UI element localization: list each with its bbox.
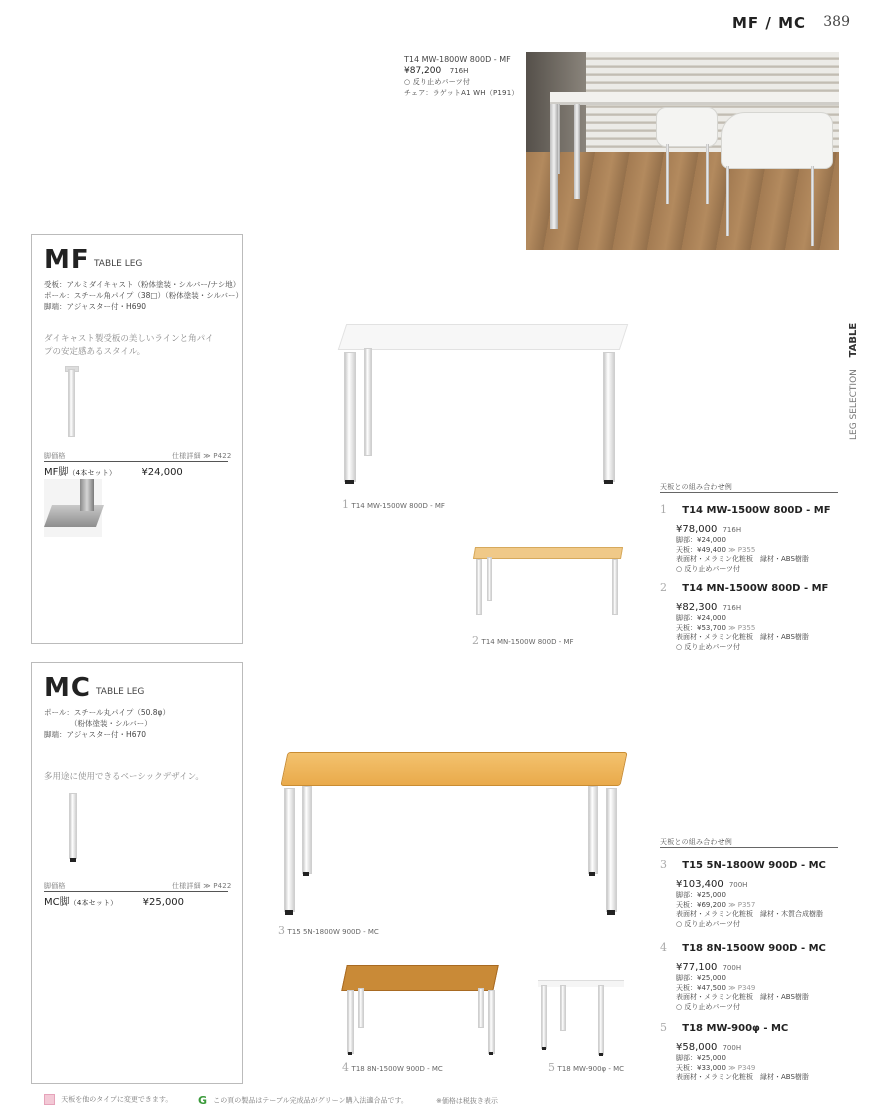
footer-note-1: 天板を他のタイプに変更できます。 <box>44 1094 172 1105</box>
caption-1: 1 T14 MW-1500W 800D - MF <box>342 498 445 511</box>
side-tab-section: TABLE <box>848 322 859 358</box>
product-item-3: 3 T15 5N-1800W 900D - MC ¥103,400 700H 脚部：¥25,000 天板：¥69,200 ≫ P357 表面材・メラミン化粧板 縁材・木質合成樹脂 ○ 反り止めパーツ付 <box>660 858 826 928</box>
mc-detail-ref[interactable]: 仕様詳細 ≫ P422 <box>172 882 232 890</box>
product-item-1: 1 T14 MW-1500W 800D - MF ¥78,000 716H 脚部：¥24,000 天板：¥49,400 ≫ P355 表面材・メラミン化粧板 縁材・ABS樹脂 ○ 反り止めパーツ付 <box>660 503 831 573</box>
mc-price-label: 脚価格 <box>44 882 66 890</box>
mf-leg-item: MF脚（4本セット） ¥24,000 <box>44 467 183 478</box>
mc-subtitle: TABLE LEG <box>96 687 145 697</box>
mf-price-label: 脚価格 <box>44 452 66 460</box>
page-title: MF / MC <box>731 14 806 32</box>
side-tab[interactable] <box>846 300 864 440</box>
mc-panel <box>31 662 243 1084</box>
combo-heading-mf: 天板との組み合わせ例 <box>660 483 732 491</box>
green-mark-icon: G <box>198 1094 208 1107</box>
caption-4: 4 T18 8N-1500W 900D - MC <box>342 1061 443 1074</box>
footer-note-2: G この頁の製品はテーブル完成品がグリーン購入法適合品です。 <box>198 1094 408 1107</box>
mf-title: MF <box>44 245 90 275</box>
footer-note-3: ※価格は税抜き表示 <box>436 1097 498 1105</box>
product-item-2: 2 T14 MN-1500W 800D - MF ¥82,300 716H 脚部：¥24,000 天板：¥53,700 ≫ P355 表面材・メラミン化粧板 縁材・ABS樹脂 ○ 反り止めパーツ付 <box>660 581 829 651</box>
mc-title: MC <box>44 673 91 703</box>
mf-subtitle: TABLE LEG <box>94 259 143 269</box>
product-item-4: 4 T18 8N-1500W 900D - MC ¥77,100 700H 脚部：¥25,000 天板：¥47,500 ≫ P349 表面材・メラミン化粧板 縁材・ABS樹脂 ○ 反り止めパーツ付 <box>660 941 826 1011</box>
product-item-5: 5 T18 MW-900φ - MC ¥58,000 700H 脚部：¥25,000 天板：¥33,000 ≫ P349 表面材・メラミン化粧板 縁材・ABS樹脂 <box>660 1021 809 1081</box>
mf-description: ダイキャスト製受板の美しいラインと角パイ プの安定感あるスタイル。 <box>44 334 214 357</box>
page-number: 389 <box>823 14 850 30</box>
mc-divider <box>44 891 228 892</box>
swap-icon <box>44 1094 55 1105</box>
photo-caption: T14 MW-1800W 800D - MF ¥87,200 716H ○ 反り止めパーツ付 チェア：ラゲットA1 WH（P191） <box>404 55 519 97</box>
combo-divider-mc <box>660 847 838 848</box>
mf-specs: 受板：アルミダイキャスト（粉体塗装・シルバー/ナシ地） ポール：スチール角パイプ（38□）（粉体塗装・シルバー） 脚端：アジャスター付・H690 <box>44 280 243 311</box>
mc-specs: ポール：スチール丸パイプ（50.8φ） （粉体塗装・シルバー） 脚端：アジャスター付・H670 <box>44 708 170 739</box>
mc-leg-item: MC脚（4本セット） ¥25,000 <box>44 897 185 908</box>
mc-description: 多用途に使用できるベーシックデザイン。 <box>44 772 204 782</box>
caption-5: 5 T18 MW-900φ - MC <box>548 1061 625 1074</box>
mf-panel <box>31 234 243 644</box>
side-tab-category: LEG SELECTION <box>849 369 859 440</box>
combo-heading-mc: 天板との組み合わせ例 <box>660 838 732 846</box>
caption-3: 3 T15 5N-1800W 900D - MC <box>278 924 379 937</box>
mf-detail-ref[interactable]: 仕様詳細 ≫ P422 <box>172 452 232 460</box>
mf-base-photo <box>44 479 102 537</box>
combo-divider-mf <box>660 492 838 493</box>
caption-2: 2 T14 MN-1500W 800D - MF <box>472 634 574 647</box>
mf-divider <box>44 461 228 462</box>
room-photo <box>526 52 839 250</box>
